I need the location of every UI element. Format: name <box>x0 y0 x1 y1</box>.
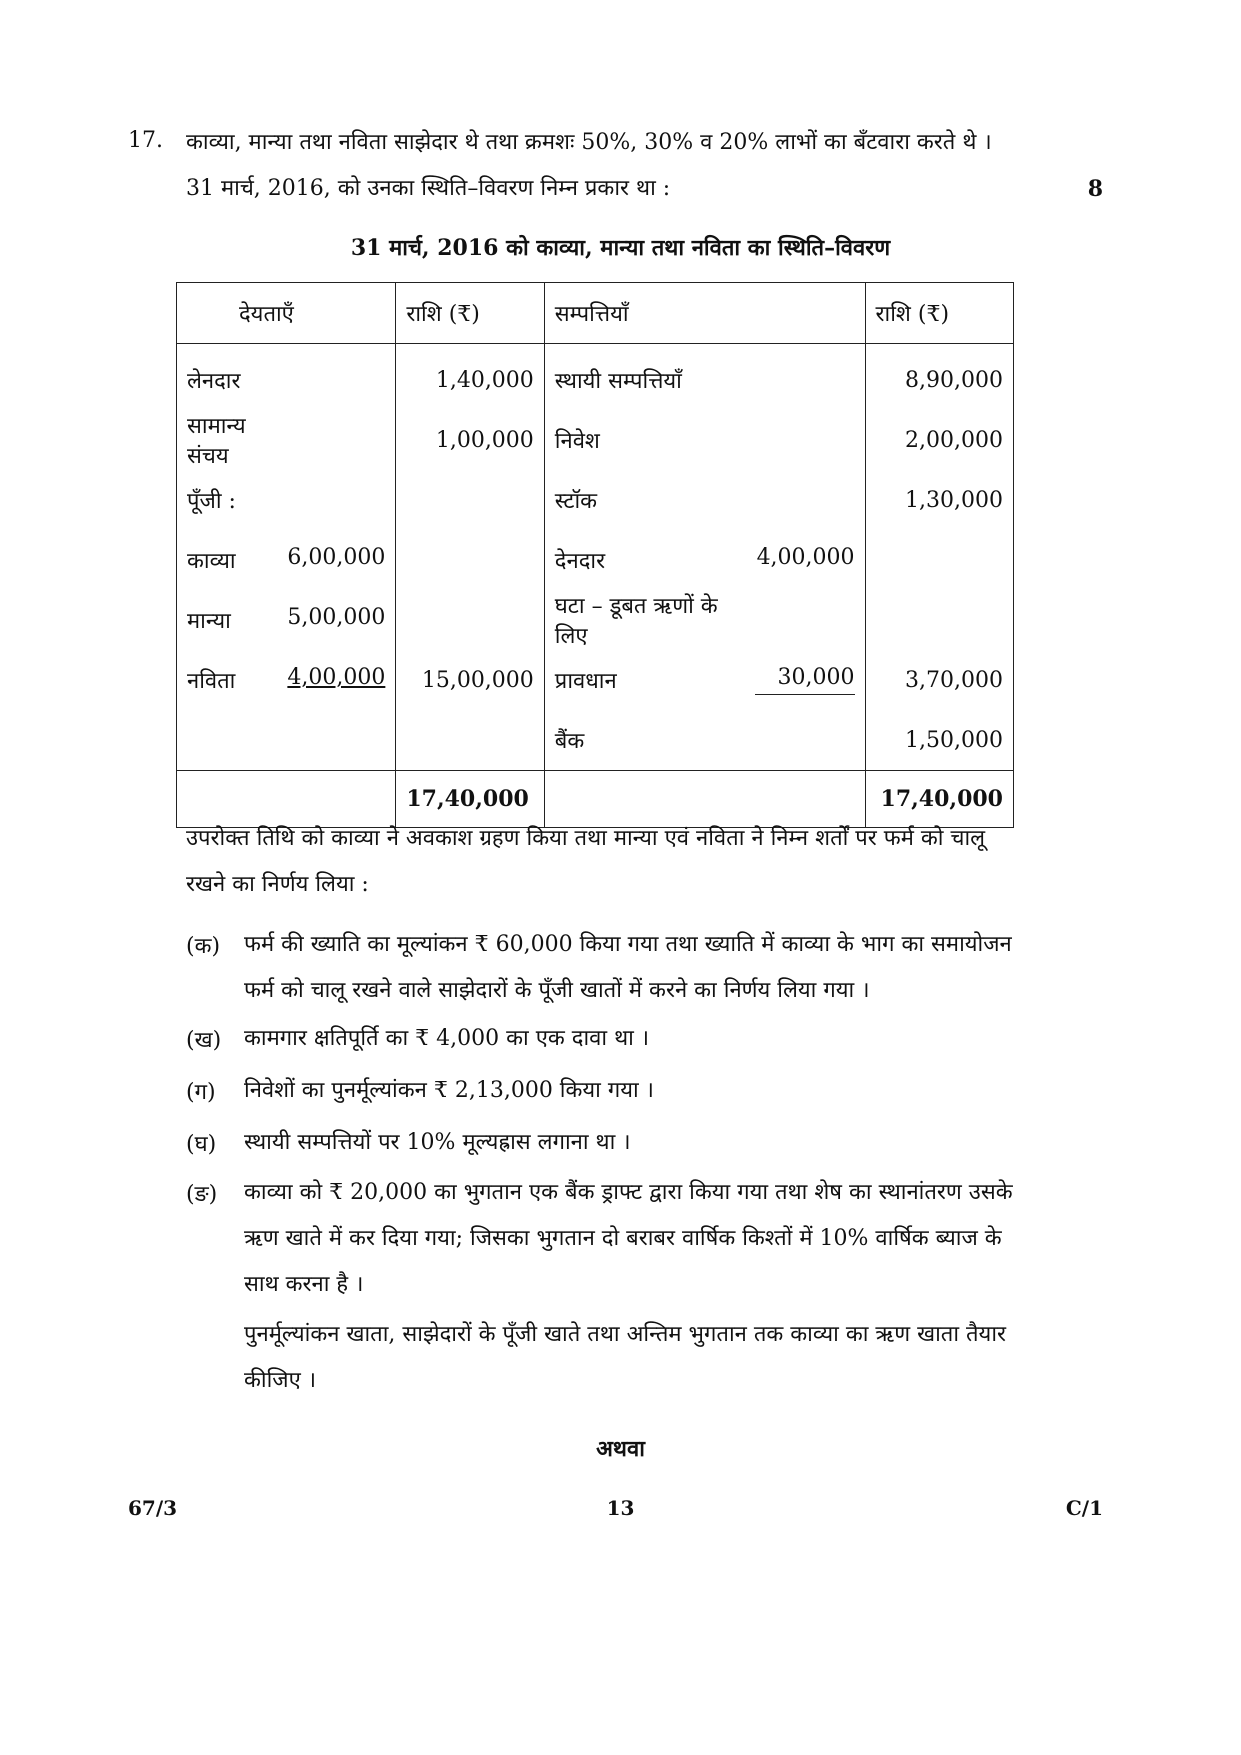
partner-capital: 4,00,000 <box>287 665 386 690</box>
condition-nga-line-3: साथ करना है । <box>244 1272 364 1297</box>
asset-label: बैंक <box>554 729 585 754</box>
asset-amount: 1,30,000 <box>865 470 1013 530</box>
liability-amount: 1,40,000 <box>396 344 544 411</box>
asset-amount: 2,00,000 <box>865 410 1013 470</box>
balance-sheet-table <box>176 282 1014 828</box>
liability-label: सामान्य संचय <box>187 414 246 469</box>
header-amount-1: राशि (₹) <box>396 283 544 344</box>
provision-amount: 30,000 <box>755 665 855 695</box>
header-liabilities: देयताएँ <box>177 283 396 344</box>
marks: 8 <box>1087 176 1103 202</box>
total-row <box>177 771 1014 828</box>
condition-label-ka: (क) <box>186 934 221 959</box>
asset-amount: 1,50,000 <box>865 710 1013 771</box>
condition-nga-line-2: ऋण खाते में कर दिया गया; जिसका भुगतान दो बराबर वार्षिक किश्तों में 10% वार्षिक ब्याज के <box>244 1226 1002 1251</box>
header-amount-2: राशि (₹) <box>865 283 1013 344</box>
or-separator: अथवा <box>596 1436 645 1462</box>
table-row <box>177 344 1014 411</box>
table-row <box>177 410 1014 470</box>
asset-label: स्थायी सम्पत्तियाँ <box>554 369 682 394</box>
liability-label: काव्या <box>187 549 236 574</box>
intro-line-1: उपरोक्त तिथि को काव्या ने अवकाश ग्रहण किया तथा मान्या एवं नविता ने निम्न शर्तों पर फर्म को चालू <box>186 826 986 851</box>
header-assets: सम्पत्तियाँ <box>544 283 865 344</box>
table-row <box>177 650 1014 710</box>
question-line-1: काव्या, मान्या तथा नविता साझेदार थे तथा क्रमशः 50%, 30% व 20% लाभों का बँटवारा करते थे । <box>186 130 992 155</box>
total-liabilities: 17,40,000 <box>396 771 544 828</box>
page-number: 13 <box>606 1496 635 1520</box>
intro-line-2: रखने का निर्णय लिया : <box>186 872 369 897</box>
liability-amount <box>396 590 544 650</box>
condition-label-nga: (ङ) <box>186 1182 218 1207</box>
table-row <box>177 590 1014 650</box>
asset-label: प्रावधान <box>554 669 617 694</box>
debtors-gross: 4,00,000 <box>756 545 855 570</box>
footer-set: C/1 <box>1065 1496 1103 1520</box>
condition-label-gha: (घ) <box>186 1132 217 1157</box>
liability-label: लेनदार <box>187 369 241 394</box>
condition-label-kha: (ख) <box>186 1028 222 1053</box>
footer-code: 67/3 <box>128 1496 178 1520</box>
instruction-line-2: कीजिए । <box>244 1368 317 1393</box>
liability-amount <box>396 710 544 771</box>
asset-label: स्टॉक <box>554 489 598 514</box>
condition-nga-line-1: काव्या को ₹ 20,000 का भुगतान एक बैंक ड्राफ्ट द्वारा किया गया तथा शेष का स्थानांतरण उसके <box>244 1180 1013 1205</box>
liability-amount <box>396 530 544 590</box>
asset-label: घटा – डूबत ऋणों के लिए <box>554 594 718 649</box>
asset-amount <box>865 530 1013 590</box>
table-row <box>177 470 1014 530</box>
liability-amount: 15,00,000 <box>396 650 544 710</box>
balance-sheet-title: 31 मार्च, 2016 को काव्या, मान्या तथा नविता का स्थिति–विवरण <box>350 235 891 261</box>
asset-label: निवेश <box>554 429 600 454</box>
total-assets: 17,40,000 <box>865 771 1013 828</box>
table-row <box>177 710 1014 771</box>
liability-amount: 1,00,000 <box>396 410 544 470</box>
table-header-row <box>177 283 1014 344</box>
instruction-line-1: पुनर्मूल्यांकन खाता, साझेदारों के पूँजी खाते तथा अन्तिम भुगतान तक काव्या का ऋण खाता तैयार <box>244 1322 1007 1347</box>
asset-amount: 8,90,000 <box>865 344 1013 411</box>
asset-amount: 3,70,000 <box>865 650 1013 710</box>
partner-capital: 5,00,000 <box>287 605 386 630</box>
asset-label: देनदार <box>554 549 606 574</box>
table-row <box>177 530 1014 590</box>
liability-label: मान्या <box>187 609 231 634</box>
condition-ka-line-1: फर्म की ख्याति का मूल्यांकन ₹ 60,000 किया गया तथा ख्याति में काव्या के भाग का समायोजन <box>244 932 1012 957</box>
asset-amount <box>865 590 1013 650</box>
question-number: 17. <box>128 128 163 153</box>
condition-label-ga: (ग) <box>186 1080 216 1105</box>
partner-capital: 6,00,000 <box>287 545 386 570</box>
liability-amount <box>396 470 544 530</box>
condition-kha-line-1: कामगार क्षतिपूर्ति का ₹ 4,000 का एक दावा था । <box>244 1026 650 1051</box>
question-line-2: 31 मार्च, 2016, को उनका स्थिति–विवरण निम्न प्रकार था : <box>186 176 671 201</box>
liability-label: नविता <box>187 669 236 694</box>
condition-ka-line-2: फर्म को चालू रखने वाले साझेदारों के पूँजी खातों में करने का निर्णय लिया गया । <box>244 978 870 1003</box>
condition-ga-line-1: निवेशों का पुनर्मूल्यांकन ₹ 2,13,000 किया गया । <box>244 1078 655 1103</box>
condition-gha-line-1: स्थायी सम्पत्तियों पर 10% मूल्यह्रास लगाना था । <box>244 1130 631 1155</box>
liability-label: पूँजी : <box>187 489 236 514</box>
